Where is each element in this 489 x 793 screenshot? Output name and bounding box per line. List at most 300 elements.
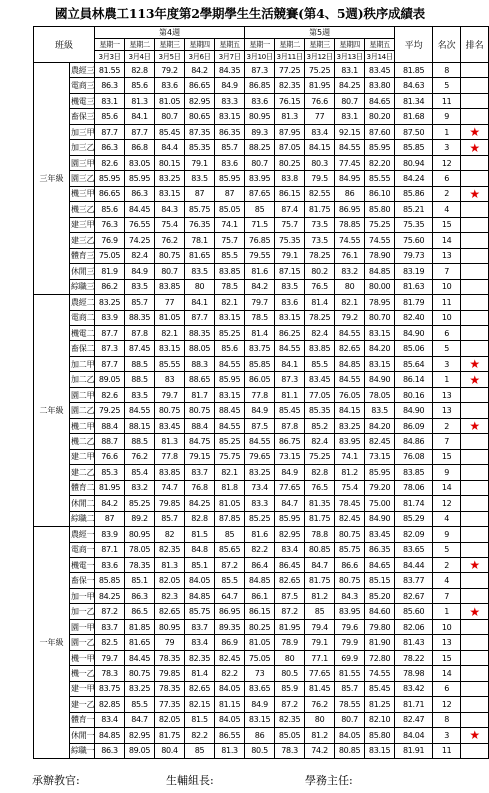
score-cell: 80.00 <box>365 279 395 294</box>
score-cell: 74.7 <box>155 480 185 495</box>
score-cell: 78.8 <box>305 527 335 542</box>
table-row <box>34 140 489 155</box>
class-name: 綜職三 <box>70 279 95 294</box>
score-cell: 76.5 <box>305 480 335 495</box>
star-cell <box>461 310 489 325</box>
table-row <box>34 434 489 449</box>
rank-cell: 11 <box>433 93 461 108</box>
score-cell: 83.85 <box>215 264 245 279</box>
class-name: 休閒三 <box>70 264 95 279</box>
weekday-header: 星期三 <box>305 39 335 51</box>
class-name: 建三甲 <box>70 217 95 232</box>
score-cell: 79.55 <box>245 248 275 263</box>
score-cell: 82.10 <box>365 712 395 727</box>
score-cell: 76.55 <box>125 217 155 232</box>
score-cell: 72.80 <box>365 650 395 665</box>
average-cell: 81.71 <box>395 697 433 712</box>
class-name: 機一乙 <box>70 666 95 681</box>
score-cell: 84.45 <box>125 202 155 217</box>
score-cell: 83.80 <box>365 78 395 93</box>
rank-cell: 13 <box>433 387 461 402</box>
star-cell <box>461 295 489 310</box>
score-cell: 76.85 <box>245 233 275 248</box>
table-row <box>34 310 489 325</box>
score-cell: 79.6 <box>335 619 365 634</box>
score-cell: 78.9 <box>275 635 305 650</box>
score-cell: 73.15 <box>365 449 395 464</box>
score-cell: 85.25 <box>215 434 245 449</box>
score-cell: 84.7 <box>305 558 335 573</box>
score-cell: 84.9 <box>245 697 275 712</box>
score-cell: 83.5 <box>125 279 155 294</box>
score-cell: 86.8 <box>125 140 155 155</box>
star-cell <box>461 155 489 170</box>
score-cell: 78.1 <box>185 233 215 248</box>
class-name: 加三甲 <box>70 124 95 139</box>
average-cell: 81.79 <box>395 295 433 310</box>
weekday-header: 星期四 <box>335 39 365 51</box>
score-cell: 82.35 <box>155 542 185 557</box>
score-cell: 81.55 <box>95 63 125 78</box>
score-cell: 81.65 <box>125 635 155 650</box>
score-cell: 84.1 <box>275 356 305 371</box>
score-cell: 73.4 <box>245 480 275 495</box>
score-cell: 84.85 <box>245 573 275 588</box>
rank-cell: 9 <box>433 465 461 480</box>
star-cell <box>461 109 489 124</box>
score-cell: 83.4 <box>95 712 125 727</box>
average-cell: 85.06 <box>395 341 433 356</box>
score-cell: 77.25 <box>275 63 305 78</box>
week5-header: 第5週 <box>245 27 395 39</box>
table-row <box>34 604 489 619</box>
star-cell <box>461 171 489 186</box>
average-cell: 80.94 <box>395 155 433 170</box>
star-cell <box>461 604 489 619</box>
score-cell: 81.95 <box>95 480 125 495</box>
score-cell: 75.35 <box>275 233 305 248</box>
score-cell: 85.7 <box>155 511 185 526</box>
class-name: 園二乙 <box>70 403 95 418</box>
score-cell: 83.2 <box>125 480 155 495</box>
score-cell: 86.3 <box>125 588 155 603</box>
score-cell: 80.7 <box>335 93 365 108</box>
table-row <box>34 93 489 108</box>
class-name: 綜職二 <box>70 511 95 526</box>
average-cell: 75.35 <box>395 217 433 232</box>
score-cell: 78.25 <box>305 248 335 263</box>
star-cell <box>461 140 489 155</box>
date-header: 3月5日 <box>155 51 185 63</box>
score-cell: 76.1 <box>335 248 365 263</box>
class-name: 建二甲 <box>70 449 95 464</box>
score-cell: 83.1 <box>335 63 365 78</box>
rank-cell: 8 <box>433 712 461 727</box>
score-cell: 85.80 <box>365 728 395 743</box>
score-cell: 83.6 <box>275 295 305 310</box>
score-cell: 69.9 <box>335 650 365 665</box>
score-cell: 83.25 <box>125 681 155 696</box>
star-cell <box>461 480 489 495</box>
rank-cell: 3 <box>433 728 461 743</box>
star-icon: ★ <box>469 125 480 140</box>
rank-cell: 8 <box>433 63 461 78</box>
score-cell: 85.45 <box>365 681 395 696</box>
score-cell: 83.15 <box>155 341 185 356</box>
score-cell: 82.65 <box>275 573 305 588</box>
score-cell: 80.75 <box>125 666 155 681</box>
class-name: 機電三 <box>70 93 95 108</box>
score-cell: 75.25 <box>305 449 335 464</box>
class-name: 電商二 <box>70 310 95 325</box>
score-cell: 78.45 <box>335 496 365 511</box>
score-cell: 78.05 <box>365 387 395 402</box>
weekday-header: 星期五 <box>215 39 245 51</box>
class-name: 園二甲 <box>70 387 95 402</box>
score-cell: 82.4 <box>305 434 335 449</box>
score-cell: 85.25 <box>215 325 245 340</box>
score-cell: 84.55 <box>275 341 305 356</box>
rank-cell: 5 <box>433 542 461 557</box>
score-cell: 80.4 <box>155 743 185 758</box>
average-cell: 86.09 <box>395 418 433 433</box>
score-cell: 82.35 <box>185 650 215 665</box>
score-cell: 89.3 <box>245 124 275 139</box>
table-row <box>34 202 489 217</box>
star-cell <box>461 728 489 743</box>
average-cell: 83.77 <box>395 573 433 588</box>
rank-cell: 10 <box>433 279 461 294</box>
score-cell: 83.5 <box>365 403 395 418</box>
rank-cell: 7 <box>433 434 461 449</box>
star-cell <box>461 325 489 340</box>
score-cell: 85.95 <box>275 511 305 526</box>
score-cell: 82.55 <box>305 186 335 201</box>
score-cell: 84.05 <box>215 681 245 696</box>
score-cell: 86.85 <box>245 78 275 93</box>
star-cell <box>461 465 489 480</box>
score-cell: 83.15 <box>215 387 245 402</box>
score-cell: 80 <box>275 650 305 665</box>
score-cell: 84.20 <box>365 418 395 433</box>
score-cell: 79.85 <box>155 666 185 681</box>
weekday-header: 星期二 <box>275 39 305 51</box>
score-cell: 81.85 <box>125 619 155 634</box>
score-table <box>33 26 489 759</box>
score-cell: 84.05 <box>215 712 245 727</box>
star-icon: ★ <box>469 186 480 201</box>
score-cell: 86.95 <box>215 604 245 619</box>
score-cell: 73.15 <box>275 449 305 464</box>
score-cell: 84.1 <box>125 109 155 124</box>
score-cell: 87.2 <box>275 697 305 712</box>
class-name: 加二乙 <box>70 372 95 387</box>
table-row <box>34 155 489 170</box>
score-cell: 83.8 <box>275 171 305 186</box>
score-cell: 84.85 <box>95 728 125 743</box>
rank-cell: 1 <box>433 604 461 619</box>
score-cell: 84.85 <box>335 356 365 371</box>
score-cell: 87.8 <box>275 418 305 433</box>
score-cell: 81.45 <box>305 681 335 696</box>
rank-cell: 14 <box>433 666 461 681</box>
score-cell: 74.55 <box>365 233 395 248</box>
score-cell: 86.55 <box>215 728 245 743</box>
score-cell: 82.35 <box>275 712 305 727</box>
rank-cell: 3 <box>433 356 461 371</box>
score-cell: 85.80 <box>365 202 395 217</box>
score-cell: 87.3 <box>245 63 275 78</box>
score-cell: 82.95 <box>275 527 305 542</box>
average-cell: 82.09 <box>395 527 433 542</box>
score-cell: 81.9 <box>95 264 125 279</box>
score-cell: 81.55 <box>335 666 365 681</box>
score-cell: 75.05 <box>245 650 275 665</box>
star-cell <box>461 697 489 712</box>
table-row <box>34 403 489 418</box>
score-cell: 80 <box>185 279 215 294</box>
rank-header: 名次 <box>433 27 461 63</box>
score-cell: 84.9 <box>215 78 245 93</box>
ranking-header: 排名 <box>461 27 489 63</box>
star-icon: ★ <box>469 372 480 387</box>
average-cell: 82.06 <box>395 619 433 634</box>
star-cell <box>461 403 489 418</box>
star-cell <box>461 558 489 573</box>
score-cell: 85 <box>185 743 215 758</box>
table-row <box>34 372 489 387</box>
class-name: 機三甲 <box>70 186 95 201</box>
score-cell: 76.2 <box>305 697 335 712</box>
score-cell: 75.25 <box>305 63 335 78</box>
class-name: 加一乙 <box>70 604 95 619</box>
teacher-signature-label: 承辦教官: <box>32 774 80 787</box>
score-cell: 81.05 <box>155 93 185 108</box>
score-cell: 85.7 <box>335 681 365 696</box>
score-cell: 83.95 <box>245 171 275 186</box>
score-cell: 85 <box>245 202 275 217</box>
score-cell: 89.05 <box>125 743 155 758</box>
score-cell: 81.5 <box>185 712 215 727</box>
score-cell: 81.05 <box>215 496 245 511</box>
class-name: 農經三 <box>70 63 95 78</box>
score-cell: 83.4 <box>185 635 215 650</box>
score-cell: 88.7 <box>95 434 125 449</box>
score-cell: 80.95 <box>245 109 275 124</box>
score-cell: 87.2 <box>215 558 245 573</box>
rank-cell: 9 <box>433 109 461 124</box>
score-cell: 81.1 <box>275 387 305 402</box>
score-cell: 78.3 <box>275 743 305 758</box>
score-cell: 87.5 <box>245 418 275 433</box>
score-cell: 85.95 <box>365 140 395 155</box>
average-cell: 84.90 <box>395 325 433 340</box>
score-cell: 83.15 <box>365 743 395 758</box>
rank-cell: 6 <box>433 681 461 696</box>
score-cell: 75.25 <box>365 217 395 232</box>
score-cell: 85.95 <box>215 171 245 186</box>
score-cell: 82.20 <box>365 155 395 170</box>
rank-cell: 10 <box>433 619 461 634</box>
average-cell: 83.19 <box>395 264 433 279</box>
score-cell: 85.1 <box>125 573 155 588</box>
score-cell: 82.8 <box>305 465 335 480</box>
rank-cell: 1 <box>433 124 461 139</box>
average-cell: 81.91 <box>395 743 433 758</box>
score-cell: 81.6 <box>245 527 275 542</box>
score-cell: 86.45 <box>275 558 305 573</box>
average-cell: 85.86 <box>395 186 433 201</box>
score-cell: 82.65 <box>335 341 365 356</box>
score-cell: 86 <box>335 186 365 201</box>
class-name: 畜保三 <box>70 109 95 124</box>
class-name: 園一乙 <box>70 635 95 650</box>
score-cell: 76.6 <box>95 449 125 464</box>
average-cell: 83.42 <box>395 681 433 696</box>
score-cell: 84.55 <box>215 356 245 371</box>
score-cell: 80.2 <box>305 264 335 279</box>
star-cell <box>461 233 489 248</box>
score-cell: 83.9 <box>95 310 125 325</box>
score-cell: 88.35 <box>125 310 155 325</box>
grade-label: 三年級 <box>34 63 70 295</box>
score-cell: 87 <box>215 186 245 201</box>
star-cell <box>461 635 489 650</box>
score-cell: 86.25 <box>275 325 305 340</box>
score-cell: 76.05 <box>335 387 365 402</box>
table-row <box>34 295 489 310</box>
score-cell: 78.90 <box>365 248 395 263</box>
score-cell: 83.45 <box>365 527 395 542</box>
score-cell: 86.9 <box>215 635 245 650</box>
date-header: 3月11日 <box>276 51 303 61</box>
score-cell: 81.2 <box>335 465 365 480</box>
score-cell: 84.95 <box>335 171 365 186</box>
score-cell: 86.5 <box>125 604 155 619</box>
average-cell: 86.14 <box>395 372 433 387</box>
rank-cell: 15 <box>433 650 461 665</box>
table-row <box>34 186 489 201</box>
week4-header: 第4週 <box>95 27 245 39</box>
class-header: 班級 <box>34 27 95 63</box>
average-cell: 84.44 <box>395 558 433 573</box>
score-cell: 80.95 <box>125 527 155 542</box>
score-cell: 87.7 <box>95 356 125 371</box>
score-cell: 81.95 <box>305 78 335 93</box>
score-cell: 82.1 <box>215 295 245 310</box>
score-cell: 85.15 <box>365 573 395 588</box>
score-cell: 76.35 <box>185 217 215 232</box>
star-cell <box>461 264 489 279</box>
score-cell: 81.35 <box>305 496 335 511</box>
table-row <box>34 325 489 340</box>
score-cell: 80.7 <box>155 109 185 124</box>
score-cell: 87 <box>95 511 125 526</box>
rank-cell: 1 <box>433 372 461 387</box>
score-cell: 81.75 <box>305 573 335 588</box>
score-cell: 89.2 <box>125 511 155 526</box>
table-row <box>34 635 489 650</box>
score-cell: 84.90 <box>365 372 395 387</box>
average-cell: 82.47 <box>395 712 433 727</box>
star-cell <box>461 588 489 603</box>
score-cell: 82.4 <box>305 325 335 340</box>
score-cell: 87.15 <box>275 264 305 279</box>
average-cell: 83.65 <box>395 542 433 557</box>
score-cell: 83.95 <box>335 604 365 619</box>
score-cell: 92.15 <box>335 124 365 139</box>
score-cell: 85.5 <box>125 697 155 712</box>
score-cell: 86.6 <box>335 558 365 573</box>
table-row <box>34 78 489 93</box>
table-row <box>34 666 489 681</box>
average-cell: 84.04 <box>395 728 433 743</box>
score-cell: 84.25 <box>335 78 365 93</box>
score-cell: 84.55 <box>335 140 365 155</box>
table-row <box>34 279 489 294</box>
rank-cell: 14 <box>433 233 461 248</box>
score-cell: 83.6 <box>95 558 125 573</box>
score-cell: 84.9 <box>125 264 155 279</box>
score-cell: 81.3 <box>275 109 305 124</box>
score-cell: 89.35 <box>215 619 245 634</box>
rank-cell: 2 <box>433 558 461 573</box>
star-cell <box>461 387 489 402</box>
score-cell: 82.6 <box>95 155 125 170</box>
star-cell <box>461 619 489 634</box>
score-cell: 86.3 <box>95 743 125 758</box>
table-row <box>34 650 489 665</box>
table-row <box>34 387 489 402</box>
score-cell: 86.75 <box>275 434 305 449</box>
score-cell: 83.85 <box>155 465 185 480</box>
average-cell: 85.64 <box>395 356 433 371</box>
star-cell <box>461 650 489 665</box>
score-cell: 78.95 <box>365 295 395 310</box>
score-cell: 85.6 <box>215 341 245 356</box>
score-cell: 83.7 <box>95 619 125 634</box>
score-cell: 83 <box>155 372 185 387</box>
score-cell: 86.4 <box>245 558 275 573</box>
score-cell: 88.5 <box>125 434 155 449</box>
score-cell: 77.05 <box>305 387 335 402</box>
score-cell: 77.35 <box>155 697 185 712</box>
leader-signature-label: 生輔組長: <box>166 774 214 787</box>
score-cell: 82.8 <box>185 511 215 526</box>
class-name: 體育二 <box>70 480 95 495</box>
score-cell: 82.8 <box>125 63 155 78</box>
score-cell: 88.35 <box>185 325 215 340</box>
class-name: 建一乙 <box>70 697 95 712</box>
grade-label: 一年級 <box>34 527 70 759</box>
score-cell: 78.35 <box>155 681 185 696</box>
score-cell: 81.4 <box>185 666 215 681</box>
star-cell <box>461 186 489 201</box>
score-cell: 81.8 <box>215 480 245 495</box>
score-cell: 78.55 <box>335 697 365 712</box>
average-cell: 79.73 <box>395 248 433 263</box>
score-cell: 81.75 <box>305 511 335 526</box>
score-cell: 80.85 <box>335 743 365 758</box>
score-cell: 82.95 <box>125 728 155 743</box>
score-cell: 88.45 <box>215 403 245 418</box>
class-name: 園三甲 <box>70 155 95 170</box>
star-cell <box>461 434 489 449</box>
table-row <box>34 341 489 356</box>
score-cell: 79.1 <box>185 155 215 170</box>
table-row <box>34 171 489 186</box>
score-cell: 83.1 <box>335 109 365 124</box>
